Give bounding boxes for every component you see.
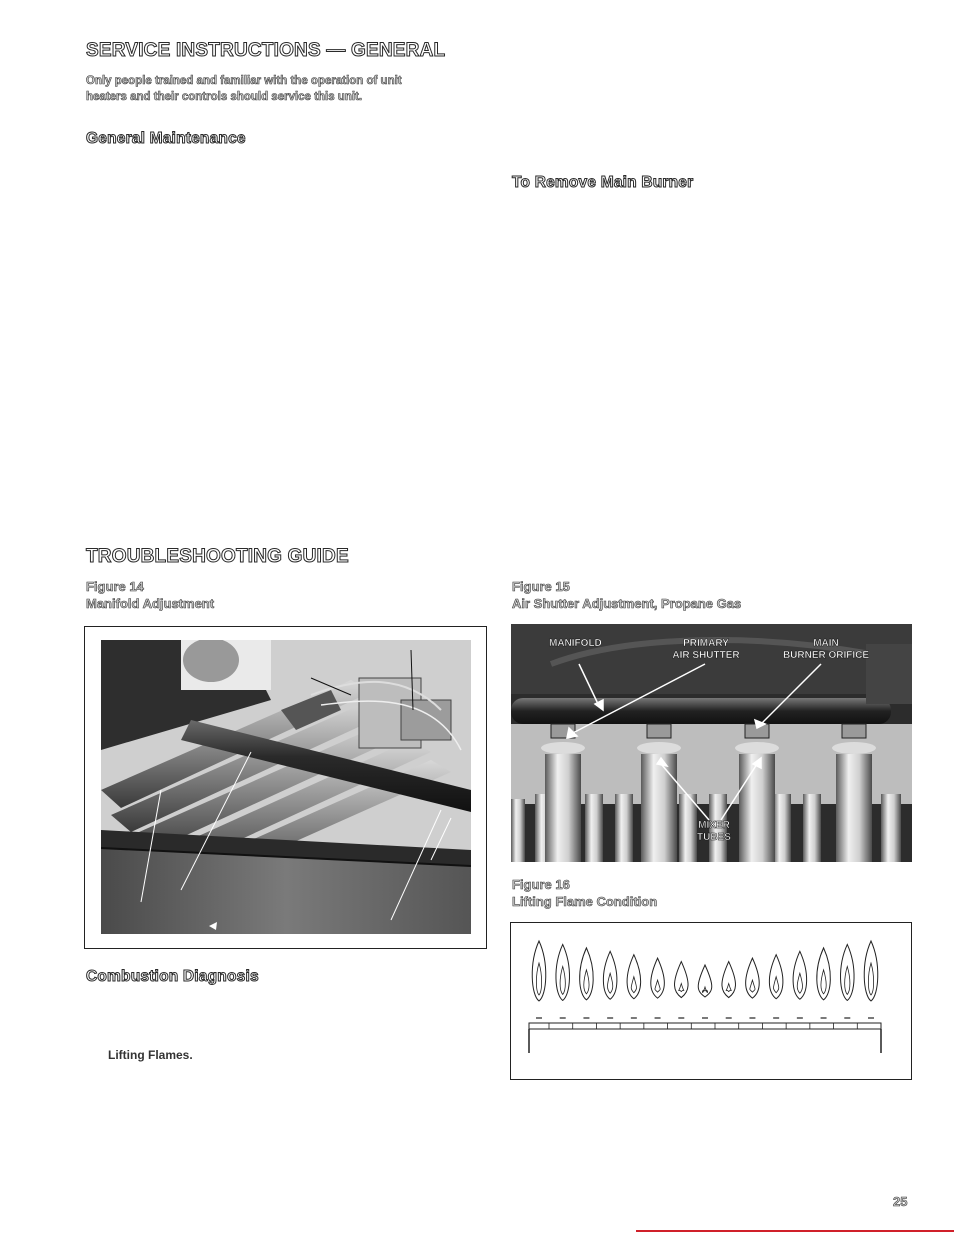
- figure-16-caption: [512, 876, 657, 910]
- flame-inner-icon: [560, 966, 565, 994]
- intro-line-1: Only people trained and familiar with the operation of unit: [86, 75, 402, 87]
- label-primary-line2: AIR SHUTTER: [672, 650, 740, 661]
- flame-outer-icon: [841, 944, 855, 1000]
- figure-14-photo: [101, 640, 471, 934]
- intro-paragraph: [86, 73, 466, 105]
- label-main-line1: MAIN: [813, 638, 839, 649]
- section-heading-remove-main-burner: To Remove Main Burner: [512, 174, 694, 191]
- label-mixer-line2: TUBES: [697, 832, 731, 843]
- figure-15-title: Air Shutter Adjustment, Propane Gas: [512, 596, 742, 611]
- figure-15-caption: [512, 578, 741, 612]
- flame-outer-icon: [532, 941, 546, 1001]
- label-manifold: MANIFOLD: [549, 638, 602, 649]
- label-mixer-line1: MIXER: [698, 820, 730, 831]
- figure-16-title: Lifting Flame Condition: [512, 894, 658, 909]
- flame-inner-icon: [845, 966, 850, 994]
- section-heading-general-maintenance: General Maintenance: [86, 130, 246, 147]
- flame-inner-icon: [679, 984, 684, 992]
- flame-outer-icon: [603, 951, 617, 999]
- figure-14-title: Manifold Adjustment: [86, 596, 215, 611]
- intro-line-2: heaters and their controls should service this unit.: [86, 91, 363, 103]
- figure-14-caption: [86, 578, 214, 612]
- manifold-photo-illustration: [101, 640, 471, 934]
- flame-inner-icon: [584, 970, 589, 994]
- footer-rule: [636, 1230, 954, 1232]
- flame-outer-icon: [864, 941, 878, 1001]
- flame-outer-icon: [556, 944, 570, 1000]
- flame-outer-icon: [817, 948, 831, 1000]
- flame-inner-icon: [750, 980, 755, 992]
- flame-outer-icon: [793, 951, 807, 999]
- figure-15-photo: [511, 624, 912, 862]
- figure-16-number: Figure 16: [512, 877, 570, 892]
- flame-inner-icon: [702, 987, 707, 992]
- section-heading-combustion-diagnosis: Combustion Diagnosis: [86, 968, 259, 985]
- flame-inner-icon: [726, 984, 731, 992]
- label-primary-air-shutter: [671, 638, 741, 662]
- flame-inner-icon: [655, 980, 660, 992]
- flame-inner-icon: [821, 970, 826, 994]
- flame-inner-icon: [868, 963, 873, 995]
- flame-outer-icon: [580, 948, 594, 1000]
- label-main-line2: BURNER ORIFICE: [782, 650, 870, 661]
- lifting-flames-diagram: [511, 923, 911, 1079]
- label-primary-line1: PRIMARY: [683, 638, 729, 649]
- flame-outer-icon: [698, 965, 712, 997]
- label-mixer-tubes: [689, 820, 739, 844]
- flame-inner-icon: [536, 963, 541, 995]
- page-title: SERVICE INSTRUCTIONS — GENERAL: [86, 40, 446, 61]
- flame-inner-icon: [797, 973, 802, 993]
- figure-14-frame: [84, 626, 487, 949]
- flame-inner-icon: [774, 977, 779, 993]
- page-number: 25: [893, 1194, 908, 1209]
- lifting-flames-label: Lifting Flames.: [108, 1048, 193, 1062]
- figure-14-number: Figure 14: [86, 579, 144, 594]
- label-main-burner-orifice: [779, 638, 873, 662]
- flame-inner-icon: [608, 973, 613, 993]
- figure-16-frame: [510, 922, 912, 1080]
- section-heading-troubleshooting: TROUBLESHOOTING GUIDE: [86, 546, 349, 567]
- flame-inner-icon: [631, 977, 636, 993]
- figure-15-number: Figure 15: [512, 579, 570, 594]
